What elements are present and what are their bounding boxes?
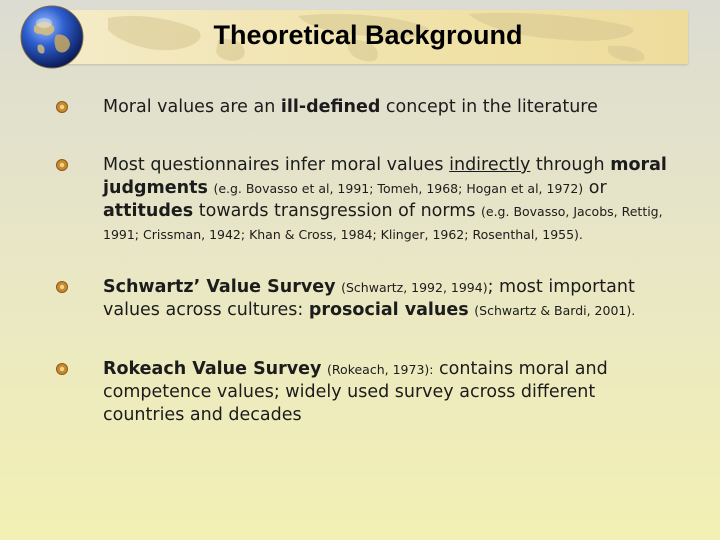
bold-term: moral judgments (103, 155, 667, 198)
bullet-text (103, 96, 675, 119)
bullet-text (103, 276, 675, 322)
bold-term: Schwartz’ Value Survey (103, 277, 336, 297)
citation: (e.g. Bovasso et al, 1991; Tomeh, 1968; Hogan et al, 1972) (213, 181, 584, 196)
citation: (e.g. Bovasso, Jacobs, Rettig, 1991; Crissman, 1942; Khan & Cross, 1984; Klinger, 1962; Rosenthal, 1955). (103, 204, 663, 242)
bold-term: prosocial values (308, 300, 469, 320)
text-run: Moral values are an (103, 97, 281, 117)
text-run: or (583, 178, 607, 198)
text-run: contains moral and competence values; widely used survey across different countries and decades (103, 359, 608, 425)
text-run: ; most important values across cultures: (103, 277, 635, 320)
underlined-term: indirectly (449, 155, 531, 175)
text-run: concept in the literature (380, 97, 598, 117)
text-run: through (530, 155, 611, 175)
slide-title: Theoretical Background (213, 20, 523, 50)
globe-icon (20, 5, 84, 69)
bold-term: attitudes (103, 201, 194, 221)
bullet-dot-icon (55, 280, 69, 294)
bullet-text (103, 358, 675, 427)
title-bar (48, 10, 688, 64)
citation: (Schwartz, 1992, 1994) (341, 280, 488, 295)
text-run: Most questionnaires infer moral values (103, 155, 450, 175)
bold-term: Rokeach Value Survey (103, 359, 322, 379)
bullet-text (103, 154, 675, 246)
bullet-dot-icon (55, 158, 69, 172)
citation: (Rokeach, 1973): (327, 362, 434, 377)
bullet-dot-icon (55, 362, 69, 376)
bold-term: ill-defined (280, 97, 381, 117)
bullet-dot-icon (55, 100, 69, 114)
citation: (Schwartz & Bardi, 2001). (474, 303, 636, 318)
text-run: towards transgression of norms (193, 201, 482, 221)
